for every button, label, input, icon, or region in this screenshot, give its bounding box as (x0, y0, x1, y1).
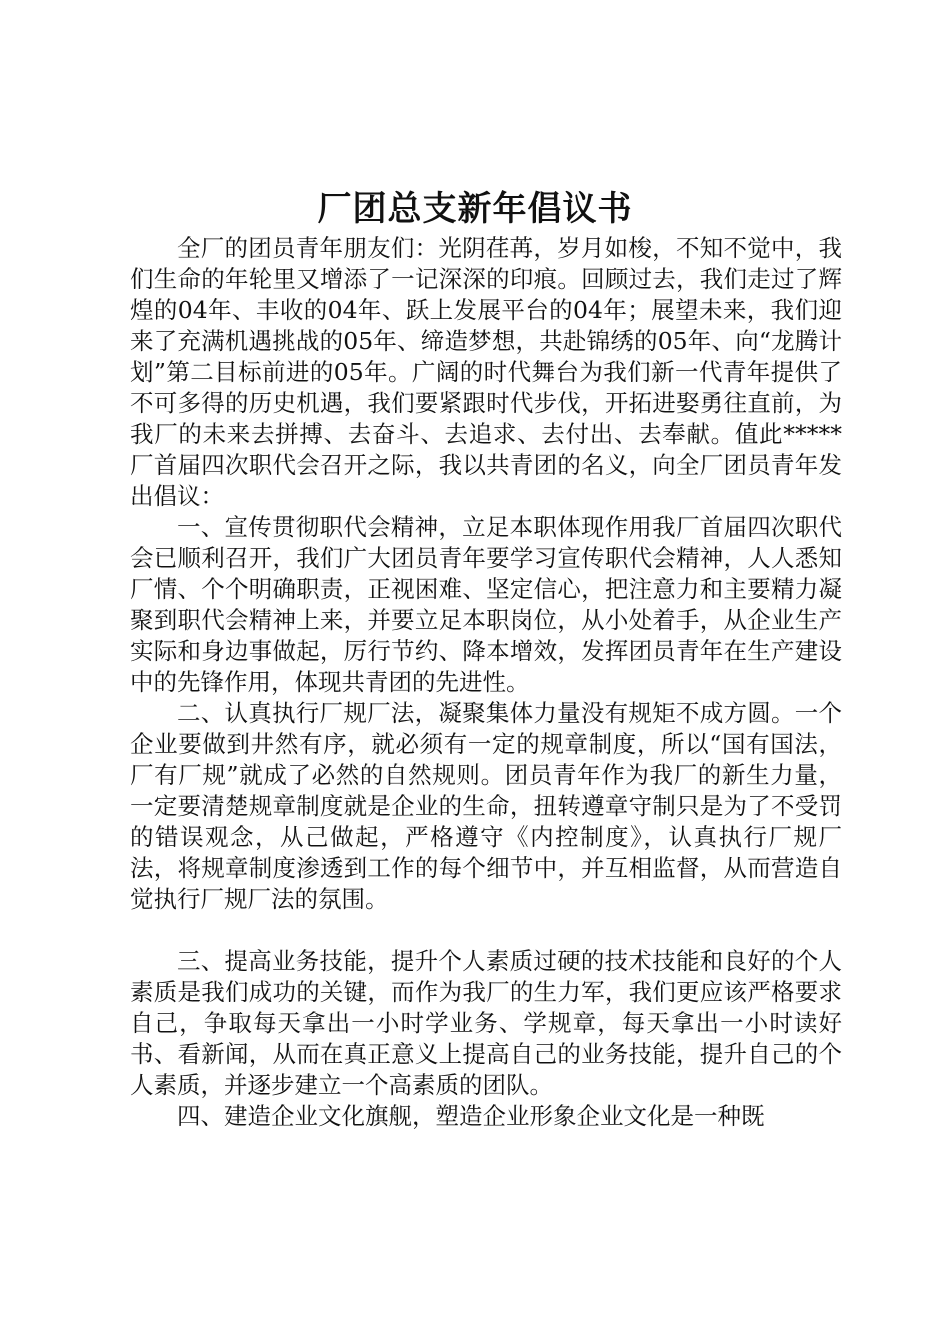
document-body (130, 233, 842, 1132)
document-title: 厂团总支新年倡议书 (317, 189, 633, 229)
paragraph-point-2: 二、认真执行厂规厂法，凝聚集体力量没有规矩不成方圆。一个企业要做到井然有序，就必须有一定的规章制度，所以“国有国法，厂有厂规”就成了必然的自然规则。团员青年作为我厂的新生力量，一定要清楚规章制度就是企业的生命，扭转遵章守制只是为了不受罚的错误观念，从己做起，严格遵守《内控制度》，认真执行厂规厂法，将规章制度渗透到工作的每个细节中，并互相监督，从而营造自觉执行厂规厂法的氛围。 (130, 699, 842, 913)
paragraph-point-1: 一、宣传贯彻职代会精神，立足本职体现作用我厂首届四次职代会已顺利召开，我们广大团员青年要学习宣传职代会精神，人人悉知厂情、个个明确职责，正视困难、坚定信心，把注意力和主要精力凝聚到职代会精神上来，并要立足本职岗位，从小处着手，从企业生产实际和身边事做起，厉行节约、降本增效，发挥团员青年在生产建设中的先锋作用，体现共青团的先进性。 (130, 513, 842, 696)
paragraph-point-3: 三、提高业务技能，提升个人素质过硬的技术技能和良好的个人素质是我们成功的关键，而作为我厂的生力军，我们更应该严格要求自己，争取每天拿出一小时学业务、学规章，每天拿出一小时读好书、看新闻，从而在真正意义上提高自己的业务技能，提升自己的个人素质，并逐步建立一个高素质的团队。 (130, 947, 842, 1099)
paragraph-greeting: 全厂的团员青年朋友们：光阴荏苒，岁月如梭，不知不觉中，我们生命的年轮里又增添了一记深深的印痕。回顾过去，我们走过了辉煌的04年、丰收的04年、跃上发展平台的04年；展望未来，我们迎来了充满机遇挑战的05年、缔造梦想，共赴锦绣的05年、向“龙腾计划”第二目标前进的05年。广阔的时代舞台为我们新一代青年提供了不可多得的历史机遇，我们要紧跟时代步伐，开拓进娶勇往直前，为我厂的未来去拼搏、去奋斗、去追求、去付出、去奉献。值此*****厂首届四次职代会召开之际，我以共青团的名义，向全厂团员青年发出倡议： (130, 234, 842, 510)
paragraph-point-4: 四、建造企业文化旗舰，塑造企业形象企业文化是一种既 (177, 1102, 765, 1130)
paragraph-spacer (130, 915, 842, 946)
